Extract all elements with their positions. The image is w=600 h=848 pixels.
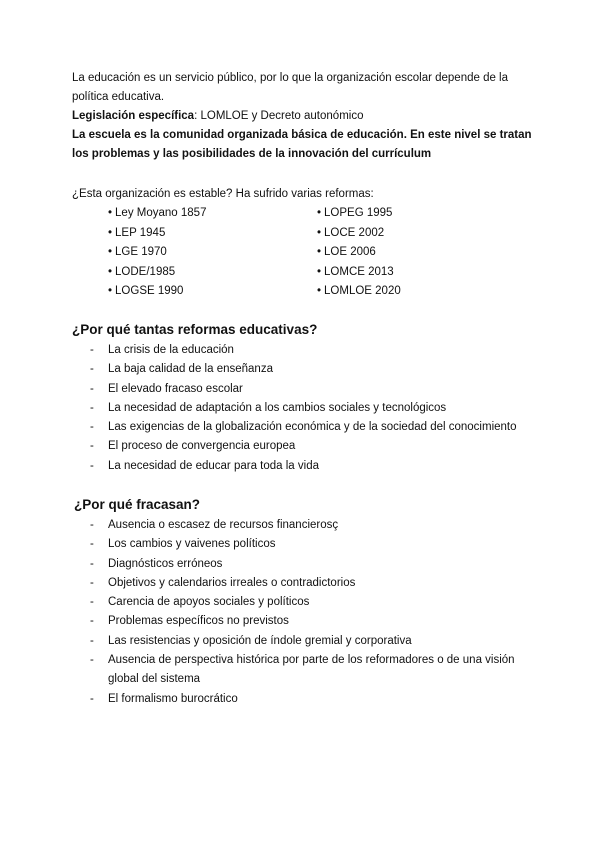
list-item: - El elevado fracaso escolar xyxy=(90,380,520,399)
fail-heading: ¿Por qué fracasan? xyxy=(74,497,201,512)
legislation-line xyxy=(72,107,532,126)
reform-item: • LOMCE 2013 xyxy=(317,263,401,283)
list-item: - La necesidad de educar para toda la vida xyxy=(90,457,520,476)
reforms-question: ¿Esta organización es estable? Ha sufrido varias reformas: xyxy=(72,188,374,200)
list-item: - La baja calidad de la enseñanza xyxy=(90,360,520,379)
reforms-list-right xyxy=(317,204,401,302)
list-item: - La necesidad de adaptación a los cambios sociales y tecnológicos xyxy=(90,399,520,418)
reform-item: • LOCE 2002 xyxy=(317,224,401,244)
list-item: - El proceso de convergencia europea xyxy=(90,437,520,456)
reforms-list-left xyxy=(108,204,206,302)
reform-item: • LOMLOE 2020 xyxy=(317,282,401,302)
list-item: - Las resistencias y oposición de índole gremial y corporativa xyxy=(90,632,520,651)
list-item: - Objetivos y calendarios irreales o contradictorios xyxy=(90,574,520,593)
why-heading: ¿Por qué tantas reformas educativas? xyxy=(72,322,318,337)
reform-item: • LOPEG 1995 xyxy=(317,204,401,224)
reform-item: • LODE/1985 xyxy=(108,263,206,283)
reform-item: • LGE 1970 xyxy=(108,243,206,263)
list-item: - Los cambios y vaivenes políticos xyxy=(90,535,520,554)
intro-paragraph: La educación es un servicio público, por lo que la organización escolar depende de la política educativa. xyxy=(72,72,509,103)
legislation-label: Legislación específica xyxy=(72,110,195,122)
list-item: - Ausencia de perspectiva histórica por parte de los reformadores o de una visión global del sistema xyxy=(90,651,520,690)
reform-item: • LOE 2006 xyxy=(317,243,401,263)
reform-item: • LOGSE 1990 xyxy=(108,282,206,302)
intro-section xyxy=(72,69,532,164)
legislation-text: : LOMLOE y Decreto autonómico xyxy=(194,110,364,122)
reform-item: • Ley Moyano 1857 xyxy=(108,204,206,224)
list-item: - El formalismo burocrático xyxy=(90,690,520,709)
list-item: - Las exigencias de la globalización económica y de la sociedad del conocimiento xyxy=(90,418,520,437)
list-item: - Diagnósticos erróneos xyxy=(90,555,520,574)
list-item: - Problemas específicos no previstos xyxy=(90,612,520,631)
bold-statement: La escuela es la comunidad organizada básica de educación. En este nivel se tratan los problemas y las posibilidades de la innovación del currículum xyxy=(72,129,532,160)
list-item: - La crisis de la educación xyxy=(90,341,520,360)
fail-list xyxy=(90,516,520,709)
reform-item: • LEP 1945 xyxy=(108,224,206,244)
list-item: - Ausencia o escasez de recursos financierosç xyxy=(90,516,520,535)
why-list xyxy=(90,341,520,476)
list-item: - Carencia de apoyos sociales y políticos xyxy=(90,593,520,612)
